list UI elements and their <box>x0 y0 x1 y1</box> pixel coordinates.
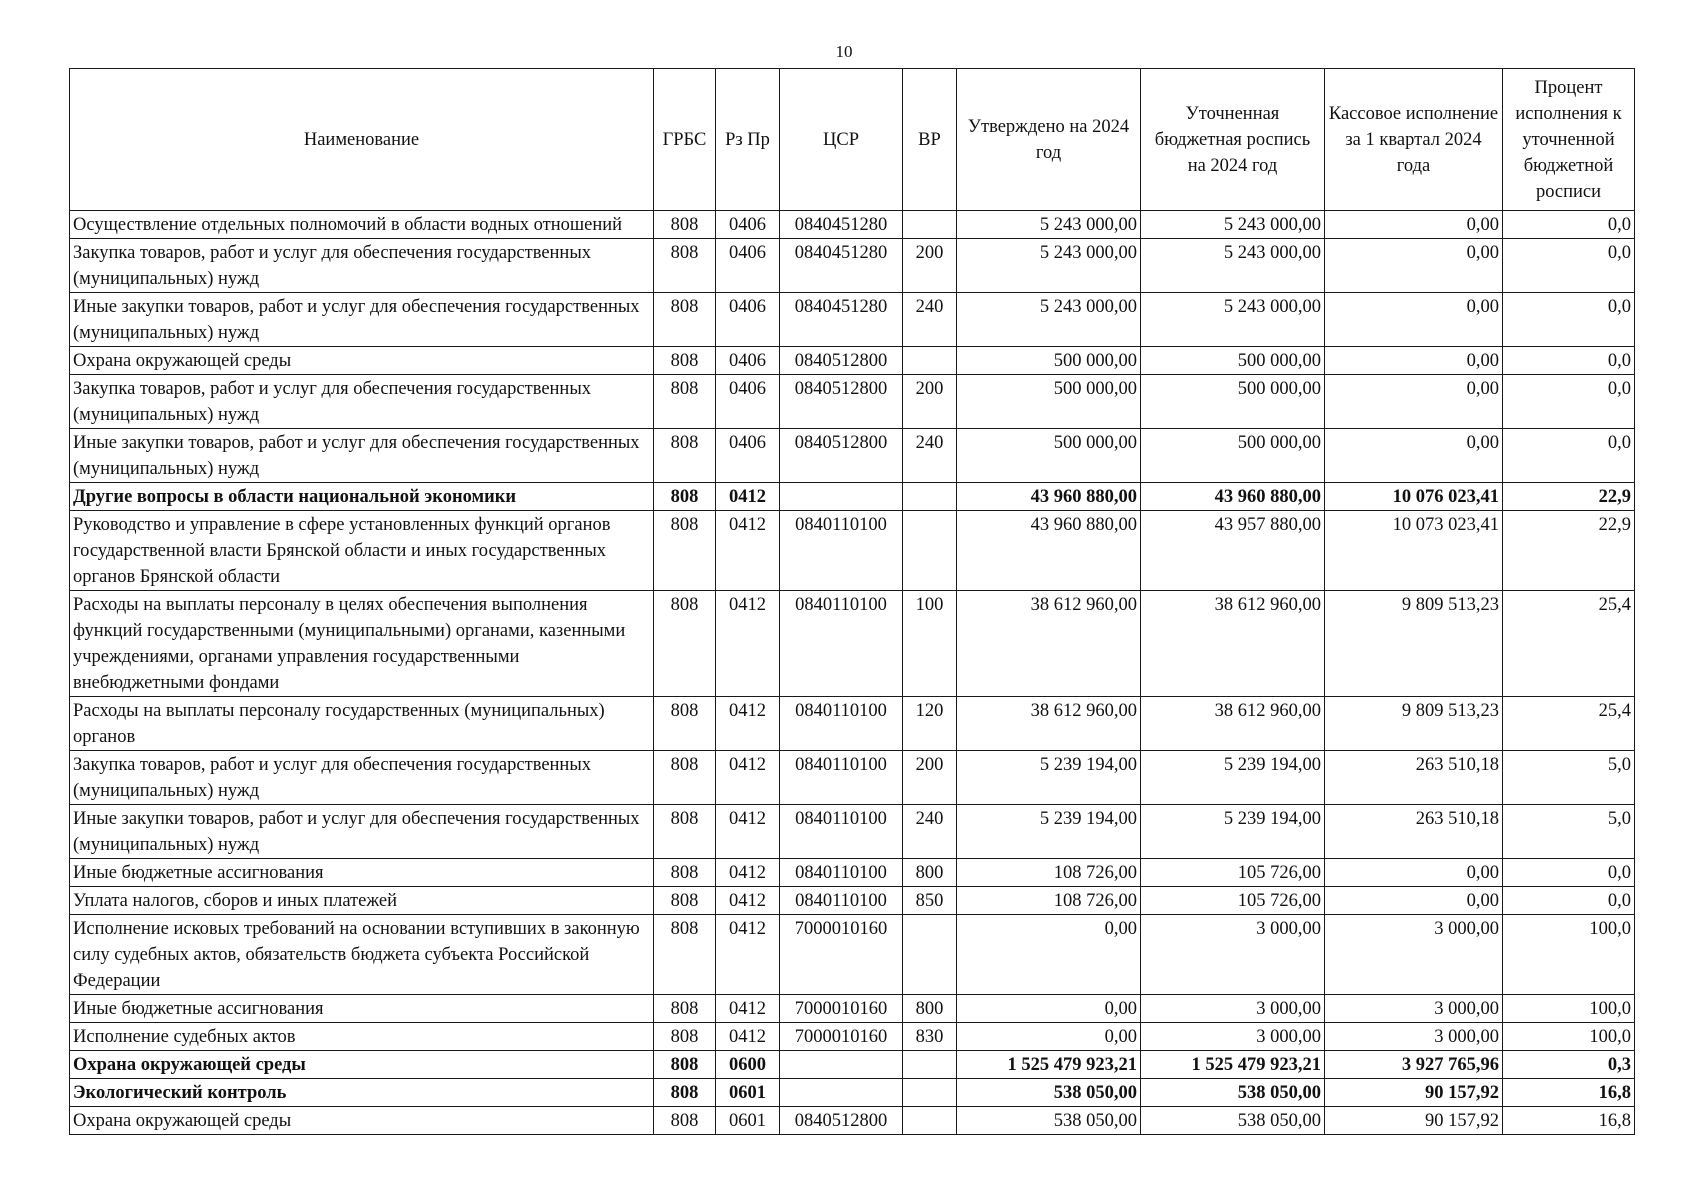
cell-percent: 0,0 <box>1503 429 1635 483</box>
header-cash: Кассовое исполнение за 1 квартал 2024 года <box>1325 69 1503 211</box>
cell-csr: 0840512800 <box>780 1107 903 1135</box>
cell-grbs: 808 <box>654 1079 716 1107</box>
cell-grbs: 808 <box>654 511 716 591</box>
cell-grbs: 808 <box>654 239 716 293</box>
cell-name: Расходы на выплаты персоналу в целях обеспечения выполнения функций государственными (муниципальными) органами, казенными учреждениями, органами управления государственными внебюджетными фондами <box>70 591 654 697</box>
cell-approved: 5 243 000,00 <box>957 239 1141 293</box>
cell-approved: 38 612 960,00 <box>957 591 1141 697</box>
cell-percent: 0,0 <box>1503 239 1635 293</box>
cell-refined: 538 050,00 <box>1141 1107 1325 1135</box>
cell-rzpr: 0601 <box>716 1079 780 1107</box>
cell-csr: 0840451280 <box>780 211 903 239</box>
cell-refined: 105 726,00 <box>1141 859 1325 887</box>
cell-grbs: 808 <box>654 697 716 751</box>
cell-csr: 0840512800 <box>780 375 903 429</box>
cell-csr: 0840110100 <box>780 511 903 591</box>
cell-percent: 0,0 <box>1503 347 1635 375</box>
cell-grbs: 808 <box>654 1051 716 1079</box>
cell-name: Осуществление отдельных полномочий в области водных отношений <box>70 211 654 239</box>
cell-vr: 240 <box>903 293 957 347</box>
cell-csr: 0840110100 <box>780 591 903 697</box>
cell-name: Иные закупки товаров, работ и услуг для обеспечения государственных (муниципальных) нужд <box>70 805 654 859</box>
cell-name: Охрана окружающей среды <box>70 1051 654 1079</box>
cell-vr <box>903 1107 957 1135</box>
cell-rzpr: 0406 <box>716 239 780 293</box>
cell-rzpr: 0412 <box>716 1023 780 1051</box>
cell-name: Закупка товаров, работ и услуг для обеспечения государственных (муниципальных) нужд <box>70 239 654 293</box>
cell-cash: 0,00 <box>1325 239 1503 293</box>
cell-percent: 0,0 <box>1503 859 1635 887</box>
cell-csr: 0840512800 <box>780 429 903 483</box>
cell-approved: 38 612 960,00 <box>957 697 1141 751</box>
cell-grbs: 808 <box>654 1023 716 1051</box>
cell-approved: 538 050,00 <box>957 1079 1141 1107</box>
cell-percent: 0,0 <box>1503 293 1635 347</box>
cell-csr: 0840451280 <box>780 293 903 347</box>
cell-csr: 0840512800 <box>780 347 903 375</box>
cell-grbs: 808 <box>654 995 716 1023</box>
header-refined: Уточненная бюджетная роспись на 2024 год <box>1141 69 1325 211</box>
cell-csr <box>780 483 903 511</box>
cell-grbs: 808 <box>654 915 716 995</box>
table-row <box>70 1079 1635 1107</box>
cell-name: Иные закупки товаров, работ и услуг для обеспечения государственных (муниципальных) нужд <box>70 429 654 483</box>
cell-refined: 3 000,00 <box>1141 915 1325 995</box>
table-body <box>70 211 1635 1135</box>
cell-rzpr: 0406 <box>716 293 780 347</box>
cell-csr: 0840110100 <box>780 859 903 887</box>
cell-name: Иные бюджетные ассигнования <box>70 995 654 1023</box>
cell-approved: 538 050,00 <box>957 1107 1141 1135</box>
cell-percent: 25,4 <box>1503 591 1635 697</box>
table-row <box>70 995 1635 1023</box>
budget-execution-table <box>69 68 1635 1135</box>
cell-csr: 0840110100 <box>780 697 903 751</box>
table-row <box>70 591 1635 697</box>
cell-vr <box>903 483 957 511</box>
cell-rzpr: 0406 <box>716 347 780 375</box>
cell-vr: 100 <box>903 591 957 697</box>
cell-grbs: 808 <box>654 429 716 483</box>
cell-rzpr: 0600 <box>716 1051 780 1079</box>
cell-cash: 0,00 <box>1325 429 1503 483</box>
cell-csr: 7000010160 <box>780 1023 903 1051</box>
cell-name: Иные бюджетные ассигнования <box>70 859 654 887</box>
cell-cash: 3 000,00 <box>1325 915 1503 995</box>
cell-approved: 108 726,00 <box>957 887 1141 915</box>
cell-rzpr: 0412 <box>716 887 780 915</box>
cell-cash: 263 510,18 <box>1325 751 1503 805</box>
cell-approved: 43 960 880,00 <box>957 483 1141 511</box>
cell-refined: 1 525 479 923,21 <box>1141 1051 1325 1079</box>
cell-rzpr: 0406 <box>716 375 780 429</box>
cell-approved: 500 000,00 <box>957 347 1141 375</box>
cell-vr: 830 <box>903 1023 957 1051</box>
cell-name: Экологический контроль <box>70 1079 654 1107</box>
cell-rzpr: 0412 <box>716 859 780 887</box>
table-row <box>70 859 1635 887</box>
cell-csr <box>780 1079 903 1107</box>
cell-percent: 5,0 <box>1503 751 1635 805</box>
cell-rzpr: 0412 <box>716 697 780 751</box>
cell-name: Исполнение исковых требований на основании вступивших в законную силу судебных актов, обязательств бюджета субъекта Российской Федерации <box>70 915 654 995</box>
cell-cash: 3 000,00 <box>1325 995 1503 1023</box>
table-row <box>70 915 1635 995</box>
table-row <box>70 1023 1635 1051</box>
cell-percent: 100,0 <box>1503 995 1635 1023</box>
header-name: Наименование <box>70 69 654 211</box>
cell-rzpr: 0412 <box>716 805 780 859</box>
cell-refined: 500 000,00 <box>1141 375 1325 429</box>
cell-vr <box>903 1051 957 1079</box>
cell-vr <box>903 915 957 995</box>
cell-rzpr: 0412 <box>716 995 780 1023</box>
table-row <box>70 1107 1635 1135</box>
cell-vr: 200 <box>903 751 957 805</box>
cell-csr: 0840110100 <box>780 751 903 805</box>
cell-grbs: 808 <box>654 1107 716 1135</box>
cell-vr: 200 <box>903 239 957 293</box>
cell-approved: 5 243 000,00 <box>957 211 1141 239</box>
cell-vr: 120 <box>903 697 957 751</box>
cell-rzpr: 0406 <box>716 211 780 239</box>
cell-cash: 9 809 513,23 <box>1325 697 1503 751</box>
cell-approved: 500 000,00 <box>957 375 1141 429</box>
cell-refined: 43 957 880,00 <box>1141 511 1325 591</box>
cell-name: Руководство и управление в сфере установленных функций органов государственной власти Брянской области и иных государственных органов Брянской области <box>70 511 654 591</box>
cell-approved: 0,00 <box>957 1023 1141 1051</box>
cell-refined: 5 243 000,00 <box>1141 239 1325 293</box>
cell-approved: 0,00 <box>957 995 1141 1023</box>
cell-grbs: 808 <box>654 751 716 805</box>
cell-percent: 22,9 <box>1503 511 1635 591</box>
table-row <box>70 347 1635 375</box>
table-row <box>70 375 1635 429</box>
cell-grbs: 808 <box>654 375 716 429</box>
cell-percent: 100,0 <box>1503 915 1635 995</box>
cell-refined: 5 239 194,00 <box>1141 751 1325 805</box>
header-approved: Утверждено на 2024 год <box>957 69 1141 211</box>
cell-cash: 0,00 <box>1325 293 1503 347</box>
cell-percent: 22,9 <box>1503 483 1635 511</box>
cell-name: Расходы на выплаты персоналу государственных (муниципальных) органов <box>70 697 654 751</box>
cell-name: Иные закупки товаров, работ и услуг для обеспечения государственных (муниципальных) нужд <box>70 293 654 347</box>
table-row <box>70 239 1635 293</box>
cell-vr <box>903 1079 957 1107</box>
cell-approved: 43 960 880,00 <box>957 511 1141 591</box>
cell-approved: 5 239 194,00 <box>957 805 1141 859</box>
cell-percent: 100,0 <box>1503 1023 1635 1051</box>
cell-vr <box>903 347 957 375</box>
cell-percent: 16,8 <box>1503 1079 1635 1107</box>
cell-name: Исполнение судебных актов <box>70 1023 654 1051</box>
cell-name: Уплата налогов, сборов и иных платежей <box>70 887 654 915</box>
cell-grbs: 808 <box>654 859 716 887</box>
cell-grbs: 808 <box>654 591 716 697</box>
cell-percent: 0,0 <box>1503 887 1635 915</box>
table-row <box>70 429 1635 483</box>
cell-grbs: 808 <box>654 211 716 239</box>
cell-refined: 3 000,00 <box>1141 995 1325 1023</box>
header-csr: ЦСР <box>780 69 903 211</box>
cell-refined: 38 612 960,00 <box>1141 591 1325 697</box>
cell-csr: 0840110100 <box>780 887 903 915</box>
header-vr: ВР <box>903 69 957 211</box>
cell-name: Закупка товаров, работ и услуг для обеспечения государственных (муниципальных) нужд <box>70 751 654 805</box>
table-row <box>70 887 1635 915</box>
cell-approved: 1 525 479 923,21 <box>957 1051 1141 1079</box>
cell-grbs: 808 <box>654 887 716 915</box>
cell-refined: 5 243 000,00 <box>1141 211 1325 239</box>
table-row <box>70 751 1635 805</box>
cell-approved: 0,00 <box>957 915 1141 995</box>
cell-vr: 800 <box>903 995 957 1023</box>
cell-cash: 90 157,92 <box>1325 1079 1503 1107</box>
cell-rzpr: 0412 <box>716 915 780 995</box>
table-row <box>70 1051 1635 1079</box>
cell-percent: 0,3 <box>1503 1051 1635 1079</box>
cell-cash: 90 157,92 <box>1325 1107 1503 1135</box>
cell-percent: 16,8 <box>1503 1107 1635 1135</box>
cell-vr: 850 <box>903 887 957 915</box>
cell-cash: 0,00 <box>1325 375 1503 429</box>
cell-cash: 0,00 <box>1325 887 1503 915</box>
table-row <box>70 697 1635 751</box>
header-rzpr: Рз Пр <box>716 69 780 211</box>
table-row <box>70 483 1635 511</box>
cell-rzpr: 0601 <box>716 1107 780 1135</box>
cell-refined: 5 243 000,00 <box>1141 293 1325 347</box>
cell-refined: 500 000,00 <box>1141 347 1325 375</box>
table-row <box>70 211 1635 239</box>
cell-percent: 0,0 <box>1503 211 1635 239</box>
cell-cash: 3 927 765,96 <box>1325 1051 1503 1079</box>
cell-vr <box>903 511 957 591</box>
cell-vr: 200 <box>903 375 957 429</box>
table-row <box>70 805 1635 859</box>
cell-vr: 240 <box>903 429 957 483</box>
cell-approved: 5 239 194,00 <box>957 751 1141 805</box>
cell-percent: 0,0 <box>1503 375 1635 429</box>
cell-cash: 3 000,00 <box>1325 1023 1503 1051</box>
cell-refined: 538 050,00 <box>1141 1079 1325 1107</box>
cell-vr: 240 <box>903 805 957 859</box>
cell-grbs: 808 <box>654 347 716 375</box>
cell-csr <box>780 1051 903 1079</box>
cell-refined: 43 960 880,00 <box>1141 483 1325 511</box>
cell-grbs: 808 <box>654 483 716 511</box>
cell-approved: 500 000,00 <box>957 429 1141 483</box>
cell-percent: 5,0 <box>1503 805 1635 859</box>
cell-grbs: 808 <box>654 805 716 859</box>
table-row <box>70 293 1635 347</box>
table-row <box>70 511 1635 591</box>
cell-name: Закупка товаров, работ и услуг для обеспечения государственных (муниципальных) нужд <box>70 375 654 429</box>
cell-rzpr: 0406 <box>716 429 780 483</box>
cell-cash: 9 809 513,23 <box>1325 591 1503 697</box>
cell-cash: 263 510,18 <box>1325 805 1503 859</box>
page-number: 10 <box>835 42 853 61</box>
header-percent: Процент исполнения к уточненной бюджетной росписи <box>1503 69 1635 211</box>
cell-refined: 38 612 960,00 <box>1141 697 1325 751</box>
cell-cash: 0,00 <box>1325 347 1503 375</box>
cell-refined: 500 000,00 <box>1141 429 1325 483</box>
cell-vr: 800 <box>903 859 957 887</box>
cell-rzpr: 0412 <box>716 483 780 511</box>
header-grbs: ГРБС <box>654 69 716 211</box>
cell-name: Охрана окружающей среды <box>70 1107 654 1135</box>
cell-approved: 5 243 000,00 <box>957 293 1141 347</box>
cell-csr: 0840110100 <box>780 805 903 859</box>
cell-rzpr: 0412 <box>716 751 780 805</box>
cell-refined: 105 726,00 <box>1141 887 1325 915</box>
cell-csr: 0840451280 <box>780 239 903 293</box>
cell-csr: 7000010160 <box>780 995 903 1023</box>
cell-name: Другие вопросы в области национальной экономики <box>70 483 654 511</box>
cell-approved: 108 726,00 <box>957 859 1141 887</box>
cell-cash: 10 076 023,41 <box>1325 483 1503 511</box>
cell-rzpr: 0412 <box>716 511 780 591</box>
cell-vr <box>903 211 957 239</box>
cell-cash: 0,00 <box>1325 211 1503 239</box>
cell-csr: 7000010160 <box>780 915 903 995</box>
cell-cash: 10 073 023,41 <box>1325 511 1503 591</box>
cell-rzpr: 0412 <box>716 591 780 697</box>
table-header-row <box>70 69 1635 211</box>
cell-refined: 3 000,00 <box>1141 1023 1325 1051</box>
cell-percent: 25,4 <box>1503 697 1635 751</box>
cell-refined: 5 239 194,00 <box>1141 805 1325 859</box>
cell-cash: 0,00 <box>1325 859 1503 887</box>
cell-grbs: 808 <box>654 293 716 347</box>
cell-name: Охрана окружающей среды <box>70 347 654 375</box>
